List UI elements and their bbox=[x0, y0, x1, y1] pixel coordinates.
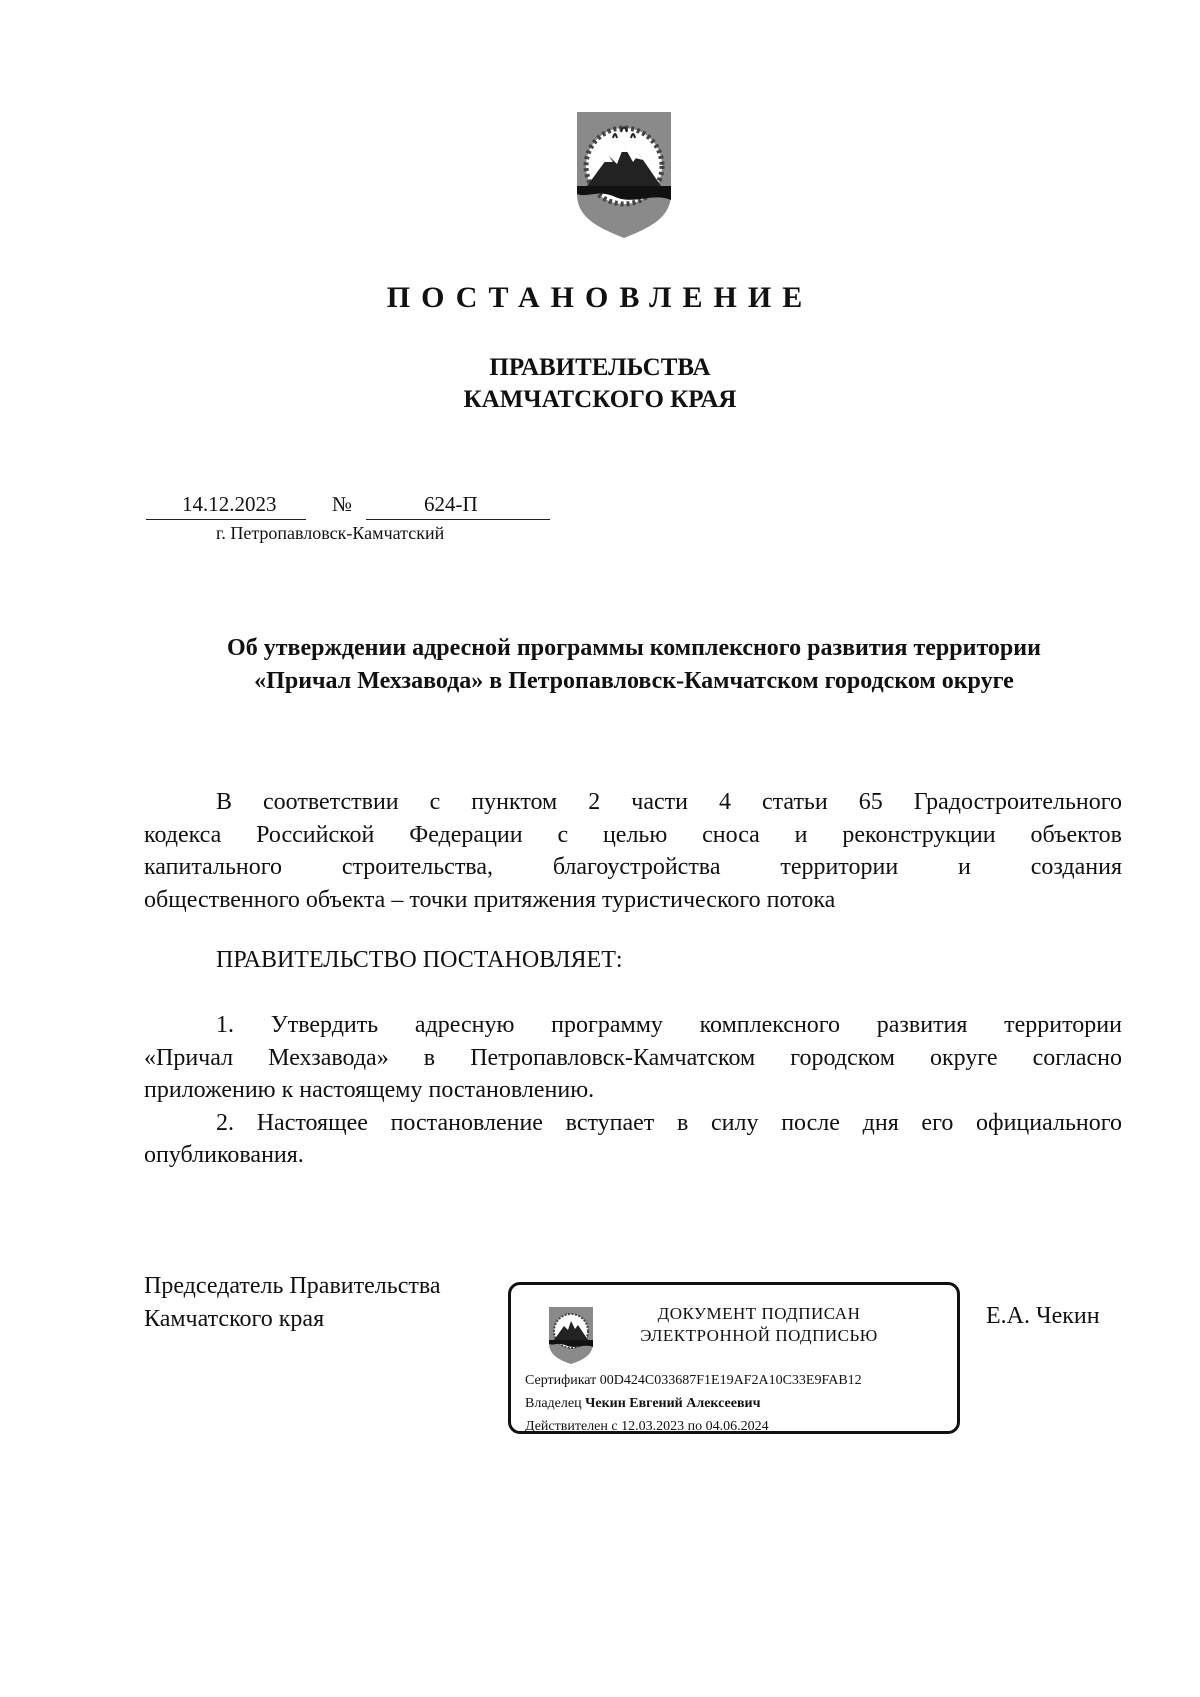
subject-line-2: «Причал Мехзавода» в Петропавловск-Камчатском городском округе bbox=[254, 668, 1014, 694]
valid-to-label: по bbox=[687, 1419, 703, 1434]
issuer-line-1: ПРАВИТЕЛЬСТВА bbox=[489, 354, 711, 381]
valid-from: 12.03.2023 bbox=[621, 1419, 685, 1434]
certificate-value: 00D424C033687F1E19AF2A10C33E9FAB12 bbox=[599, 1373, 862, 1388]
certificate-label: Сертификат bbox=[525, 1373, 597, 1388]
item-line: «Причал Мехзавода» в Петропавловск-Камчатском городском округе согласно bbox=[144, 1044, 1122, 1071]
owner-value: Чекин Евгений Алексеевич bbox=[585, 1396, 761, 1411]
valid-from-label: с bbox=[611, 1419, 618, 1434]
item-line: опубликования. bbox=[144, 1142, 304, 1168]
preamble-line: В соответствии с пунктом 2 части 4 статьи 65 Градостроительного bbox=[216, 789, 1122, 815]
owner-label: Владелец bbox=[525, 1396, 582, 1411]
date-underline bbox=[146, 519, 306, 520]
item-line: 1. Утвердить адресную программу комплексного развития территории bbox=[216, 1012, 1122, 1038]
signer-name: Е.А. Чекин bbox=[986, 1303, 1100, 1329]
document-type: ПОСТАНОВЛЕНИЕ bbox=[386, 281, 814, 314]
number-underline bbox=[366, 519, 550, 520]
signer-title bbox=[144, 1270, 441, 1336]
preamble-paragraph bbox=[144, 786, 1122, 916]
resolution-items bbox=[144, 1009, 1122, 1172]
subject-line-1: Об утверждении адресной программы комплексного развития территории bbox=[227, 635, 1041, 661]
validity-label: Действителен bbox=[525, 1419, 608, 1434]
item-line: приложению к настоящему постановлению. bbox=[144, 1077, 595, 1103]
stamp-heading-line-2: ЭЛЕКТРОННОЙ ПОДПИСЬЮ bbox=[640, 1326, 878, 1345]
issuer bbox=[0, 352, 1200, 416]
certificate-row bbox=[525, 1369, 862, 1392]
item-line: 2. Настоящее постановление вступает в силу после дня его официального bbox=[216, 1109, 1122, 1136]
preamble-line: общественного объекта – точки притяжения туристического потока bbox=[144, 886, 836, 913]
document-subject bbox=[144, 632, 1124, 698]
signer-title-line-2: Камчатского края bbox=[144, 1306, 325, 1332]
stamp-coat-of-arms-icon bbox=[547, 1305, 595, 1365]
stamp-heading bbox=[619, 1303, 899, 1347]
city: г. Петропавловск-Камчатский bbox=[216, 523, 445, 543]
stamp-heading-line-1: ДОКУМЕНТ ПОДПИСАН bbox=[657, 1304, 861, 1323]
validity-row bbox=[525, 1415, 862, 1438]
preamble-line: капитального строительства, благоустройства территории и создания bbox=[144, 854, 1122, 880]
issuer-line-2: КАМЧАТСКОГО КРАЯ bbox=[463, 386, 737, 413]
preamble-line: кодекса Российской Федерации с целью сноса и реконструкции объектов bbox=[144, 821, 1122, 848]
resolves-statement: ПРАВИТЕЛЬСТВО ПОСТАНОВЛЯЕТ: bbox=[216, 947, 623, 973]
valid-to: 04.06.2024 bbox=[705, 1419, 769, 1434]
document-date: 14.12.2023 bbox=[182, 492, 277, 516]
stamp-details bbox=[525, 1369, 862, 1438]
coat-of-arms-icon bbox=[573, 110, 675, 240]
registration-line bbox=[146, 492, 550, 520]
document-number: 624-П bbox=[424, 492, 478, 516]
owner-row bbox=[525, 1392, 862, 1415]
signer-title-line-1: Председатель Правительства bbox=[144, 1273, 441, 1299]
electronic-signature-stamp bbox=[508, 1282, 960, 1434]
number-sign: № bbox=[332, 492, 353, 516]
